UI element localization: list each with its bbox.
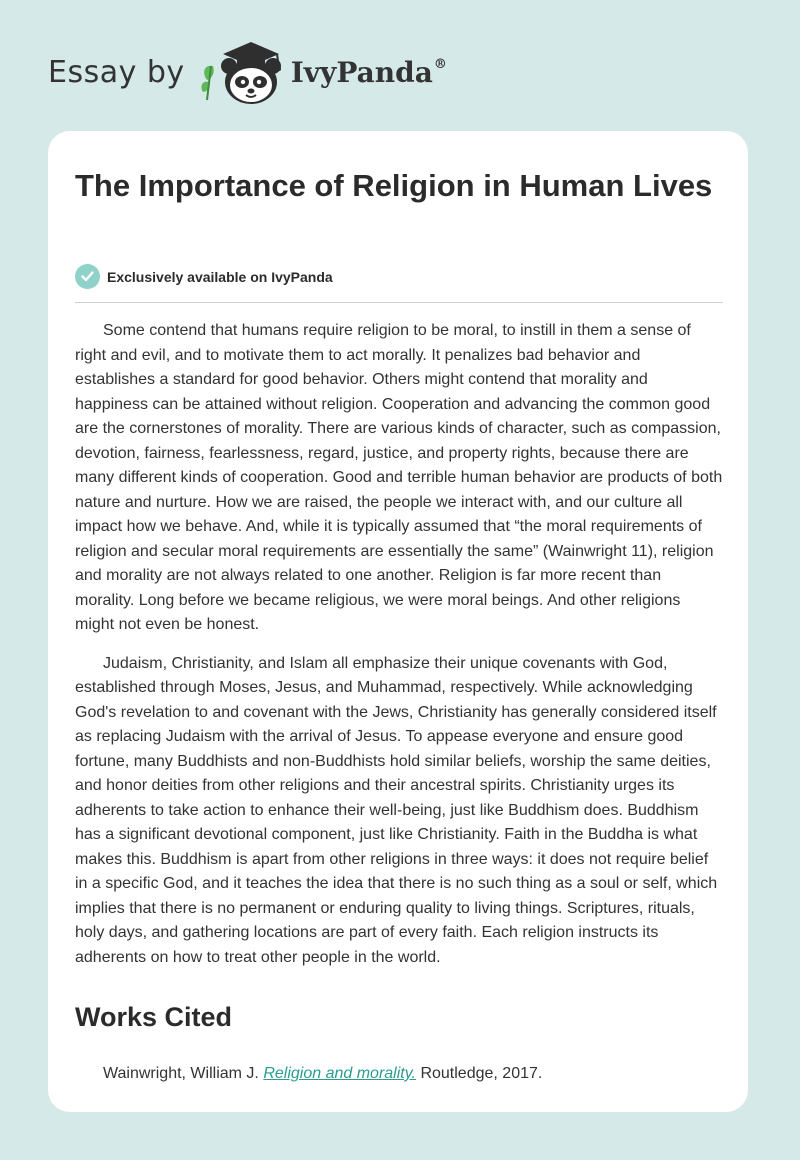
brand-label[interactable]: IvyPanda xyxy=(290,55,433,89)
essay-body xyxy=(75,319,723,984)
citation-publisher: Routledge, 2017. xyxy=(420,1065,543,1082)
site-header xyxy=(48,36,447,108)
citation-entry xyxy=(103,1065,542,1083)
badge-text: Exclusively available on IvyPanda xyxy=(107,268,333,285)
paragraph: Judaism, Christianity, and Islam all emphasize their unique covenants with God, established through Moses, Jesus, and Muhammad, respectively. While acknowledging God's revelation to and covenant with the Jews, Christianity has generally considered itself as replacing Judaism with the arrival of Jesus. To appease everyone and ensure good fortune, many Buddhists and non-Buddhists hold similar beliefs, worship the same deities, and honor deities from other religions and their ancestral spirits. Christianity urges its adherents to take action to enhance their well-being, just like Buddhism does. Buddhism has a significant devotional component, just like Christianity. Faith in the Buddha is what makes this. Buddhism is apart from other religions in three ways: it does not require belief in a specific God, and it teaches the idea that there is no such thing as a soul or self, which implies that there is no permanent or enduring quality to living things. Scriptures, rituals, holy days, and gathering locations are part of every faith. Each religion instructs its adherents on how to treat other people in the world. xyxy=(75,654,718,966)
registered-mark: ® xyxy=(433,56,447,72)
citation-author: Wainwright, William J. xyxy=(103,1065,259,1082)
divider xyxy=(75,302,723,303)
citation-title-link[interactable]: Religion and morality. xyxy=(263,1065,416,1082)
page-title: The Importance of Religion in Human Lives xyxy=(75,168,713,203)
essay-by-label: Essay by xyxy=(48,54,185,90)
check-icon xyxy=(75,264,100,289)
essay-card xyxy=(48,131,748,1112)
brand-name[interactable] xyxy=(291,56,447,89)
paragraph: Some contend that humans require religion to be moral, to instill in them a sense of right and evil, and to motivate them to act morally. It penalizes bad behavior and establishes a standard for good behavior. Others might contend that morality and happiness can be attained without religion. Cooperation and advancing the common good are the cornerstones of morality. There are various kinds of character, such as compassion, devotion, fairness, fearlessness, regard, justice, and property rights, because there are many different kinds of cooperation. Good and terrible human behavior are products of both nature and nurture. How we are raised, the people we interact with, and our culture all impact how we behave. And, while it is typically assumed that “the moral requirements of religion and secular moral requirements are essentially the same” (Wainwright 11), religion and morality are not always related to one another. Religion is far more recent than morality. Long before we became religious, we were moral beings. And other religions might not even be honest. xyxy=(75,322,723,633)
panda-graduate-icon[interactable] xyxy=(199,36,287,108)
works-cited-heading: Works Cited xyxy=(75,1002,233,1032)
exclusive-badge xyxy=(75,264,333,289)
